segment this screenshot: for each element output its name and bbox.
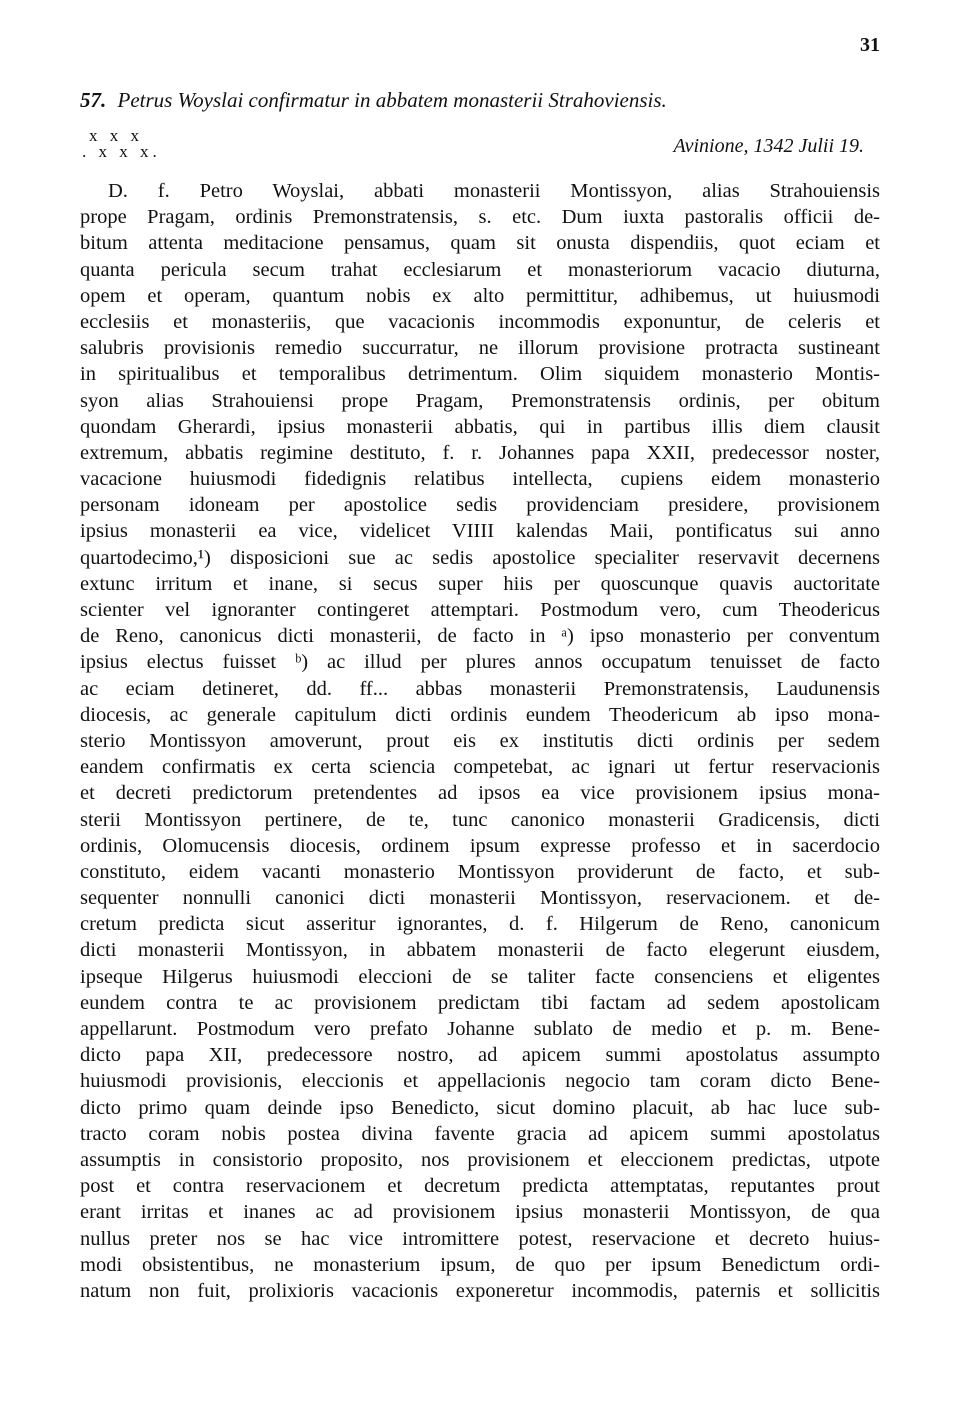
text-line: cretum predicta sicut asseritur ignorantes, d. f. Hilgerum de Reno, canonicum: [80, 913, 880, 936]
text-line: tracto coram nobis postea divina favente gracia ad apicem summi apostolatus: [80, 1122, 880, 1145]
text-line: post et contra reservacionem et decretum predicta attemptatas, reputantes prout: [80, 1175, 880, 1198]
text-line: appellarunt. Postmodum vero prefato Johanne sublato de medio et p. m. Bene-: [80, 1018, 880, 1040]
place-date: Avinione, 1342 Julii 19.: [673, 135, 864, 157]
document-marks-bottom: . x x x.: [82, 142, 161, 161]
text-line: quanta pericula secum trahat ecclesiarum et monasteriorum vacacio diuturna,: [80, 258, 880, 281]
text-line: salubris provisionis remedio succurratur, ne illorum provisione protracta sustineant: [80, 337, 880, 360]
document-heading: [80, 88, 880, 113]
text-line: prope Pragam, ordinis Premonstratensis, s. etc. Dum iuxta pastoralis officii de-: [80, 206, 880, 229]
text-line: natum non fuit, prolixioris vacacionis exponeretur incommodis, paternis et sollicitis: [80, 1279, 880, 1302]
text-line: personam idoneam per apostolice sedis providenciam presidere, provisionem: [80, 494, 880, 517]
text-line: syon alias Strahouiensi prope Pragam, Premonstratensis ordinis, per obitum: [80, 389, 880, 412]
text-line: erant irritas et inanes ac ad provisionem ipsius monasterii Montissyon, de qua: [80, 1201, 880, 1224]
text-line: dicti monasterii Montissyon, in abbatem monasterii de facto elegerunt eiusdem,: [80, 939, 880, 962]
text-line: assumptis in consistorio proposito, nos provisionem et eleccionem predictas, utpote: [80, 1148, 880, 1171]
text-line: sterii Montissyon pertinere, de te, tunc canonico monasterii Gradicensis, dicti: [80, 808, 880, 831]
text-line: ecclesiis et monasteriis, que vacacionis incommodis exponuntur, de celeris et: [80, 310, 880, 333]
text-line: ac eciam detineret, dd. ff... abbas monasterii Premonstratensis, Laudunensis: [80, 677, 880, 700]
text-line: in spiritualibus et temporalibus detrimentum. Olim siquidem monasterio Montis-: [80, 363, 880, 386]
text-line: vacacione huiusmodi fidedignis relatibus intellecta, cupiens eidem monasterio: [80, 468, 880, 491]
text-line: quartodecimo,¹) disposicioni sue ac sedis apostolice specialiter reservavit decernens: [80, 546, 880, 569]
body-text: [80, 178, 880, 1304]
text-line: extremum, abbatis regimine destituto, f. r. Johannes papa XXII, predecessor noster,: [80, 441, 880, 464]
document-title: Petrus Woyslai confirmatur in abbatem monasterii Strahoviensis.: [117, 88, 667, 112]
text-line: ipseque Hilgerus huiusmodi eleccioni de se taliter facte consenciens et eligentes: [80, 965, 880, 988]
text-line: sequenter nonnulli canonici dicti monasterii Montissyon, reservacionem. et de-: [80, 887, 880, 910]
text-line: diocesis, ac generale capitulum dicti ordinis eundem Theodericum ab ipso mona-: [80, 703, 880, 726]
page-number: 31: [860, 34, 880, 56]
text-line: opem et operam, quantum nobis ex alto permittitur, adhibemus, ut huiusmodi: [80, 284, 880, 307]
text-line: ipsius electus fuisset ᵇ) ac illud per plures annos occupatum tenuisset de facto: [80, 651, 880, 674]
text-line: dicto primo quam deinde ipso Benedicto, sicut domino placuit, ab hac luce sub-: [80, 1096, 880, 1119]
text-line: D. f. Petro Woyslai, abbati monasterii Montissyon, alias Strahouiensis: [108, 180, 880, 202]
text-line: scienter vel ignoranter contingeret attemptari. Postmodum vero, cum Theodericus: [80, 599, 880, 621]
text-line: modi obsistentibus, ne monasterium ipsum, de quo per ipsum Benedictum ordi-: [80, 1253, 880, 1276]
text-line: huiusmodi provisionis, eleccionis et appellacionis negocio tam coram dicto Bene-: [80, 1070, 880, 1093]
text-line: ordinis, Olomucensis diocesis, ordinem ipsum expresse professo et in sacerdocio: [80, 834, 880, 857]
text-line: eundem contra te ac provisionem predictam tibi factam ad sedem apostolicam: [80, 991, 880, 1014]
text-line: dicto papa XII, predecessore nostro, ad apicem summi apostolatus assumpto: [80, 1044, 880, 1067]
document-marks-top: x x x: [89, 126, 143, 145]
text-line: ipsius monasterii ea vice, videlicet VIIII kalendas Maii, pontificatus sui anno: [80, 520, 880, 543]
text-line: de Reno, canonicus dicti monasterii, de facto in ᵃ) ipso monasterio per conventum: [80, 625, 880, 648]
text-line: eandem confirmatis ex certa sciencia competebat, ac ignari ut fertur reservacionis: [80, 756, 880, 779]
text-line: bitum attenta meditacione pensamus, quam sit onusta dispendiis, quot eciam et: [80, 232, 880, 255]
text-line: nullus preter nos se hac vice intromittere potest, reservacione et decreto huius-: [80, 1227, 880, 1250]
text-line: quondam Gherardi, ipsius monasterii abbatis, qui in partibus illis diem clausit: [80, 415, 880, 438]
text-line: extunc irritum et inane, si secus super hiis per quoscunque quavis auctoritate: [80, 572, 880, 595]
document-marks: [82, 128, 161, 160]
document-number: 57.: [80, 88, 107, 112]
text-line: sterio Montissyon amoverunt, prout eis ex institutis dicti ordinis per sedem: [80, 729, 880, 752]
text-line: et decreti predictorum pretendentes ad ipsos ea vice provisionem ipsius mona-: [80, 782, 880, 805]
text-line: constituto, eidem vacanti monasterio Montissyon providerunt de facto, et sub-: [80, 860, 880, 883]
